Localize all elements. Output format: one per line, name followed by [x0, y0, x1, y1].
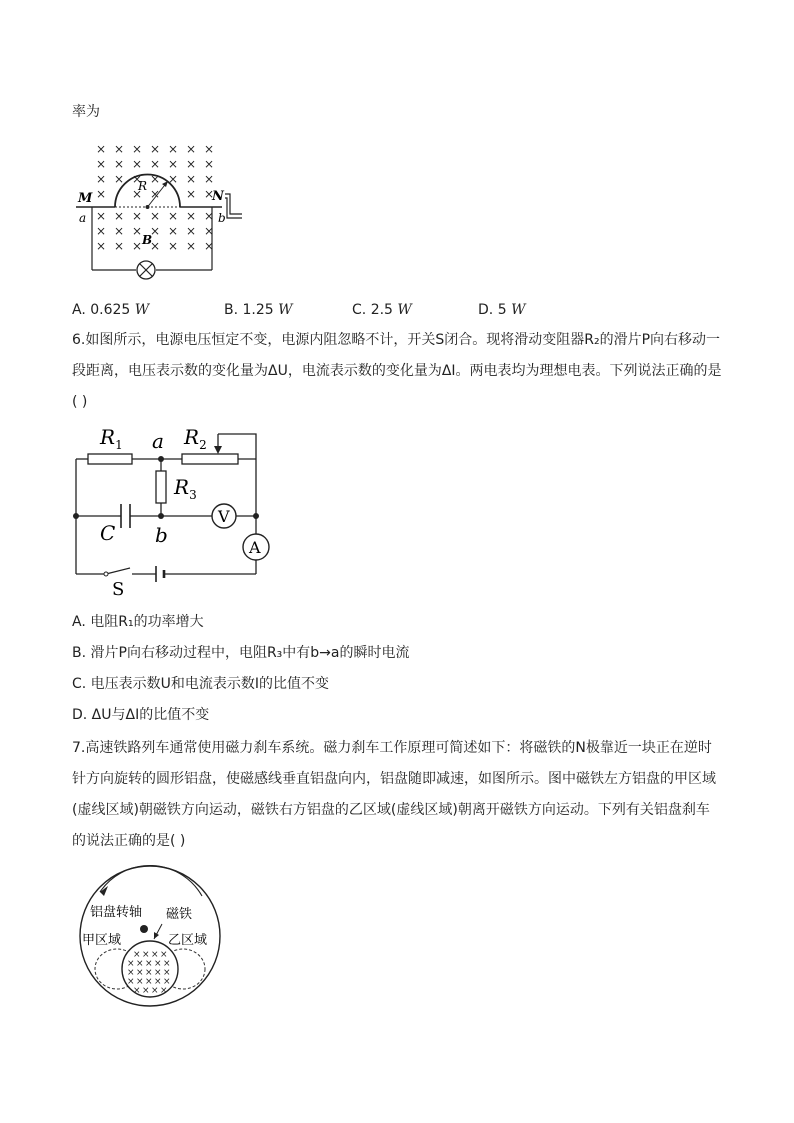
field-cross: ×: [186, 209, 197, 223]
q5-figure: [72, 134, 272, 284]
magnet-cross: ×: [145, 968, 153, 978]
magnet-cross: ×: [154, 968, 162, 978]
magnet-cross: ×: [154, 977, 162, 987]
q6-option-d[interactable]: D. ΔU与ΔI的比值不变: [72, 707, 210, 723]
label-b: b: [218, 211, 226, 225]
magnet-cross: ×: [151, 986, 159, 996]
node-a: [158, 456, 164, 462]
label-N: N: [212, 189, 224, 204]
field-cross: ×: [96, 142, 107, 156]
field-cross: ×: [114, 209, 125, 223]
magnet-cross: ×: [163, 977, 171, 987]
field-cross: ×: [168, 239, 179, 253]
field-cross: ×: [168, 224, 179, 238]
node-b: [158, 513, 164, 519]
field-cross: ×: [168, 172, 179, 186]
magnet-cross: ×: [142, 986, 150, 996]
field-cross: ×: [114, 157, 125, 171]
field-cross: ×: [186, 224, 197, 238]
field-cross: ×: [132, 172, 143, 186]
label-b: b: [155, 523, 168, 547]
field-cross: ×: [132, 239, 143, 253]
magnet-cross: ×: [154, 959, 162, 969]
field-cross: ×: [204, 209, 215, 223]
field-cross: ×: [150, 172, 161, 186]
field-cross: ×: [96, 187, 107, 201]
field-cross: ×: [186, 157, 197, 171]
q5-option-d[interactable]: D. 5 W: [478, 302, 526, 318]
label-R: R: [138, 179, 148, 193]
resistor-r1: [88, 454, 132, 464]
magnet-cross: ×: [142, 950, 150, 960]
field-cross: ×: [150, 209, 161, 223]
magnet-cross: ×: [163, 959, 171, 969]
resistor-r3: [156, 471, 166, 503]
field-cross: ×: [132, 142, 143, 156]
field-cross: ×: [186, 172, 197, 186]
field-cross: ×: [150, 224, 161, 238]
q5-option-c[interactable]: C. 2.5 W: [352, 302, 412, 318]
magnet-cross: ×: [160, 986, 168, 996]
field-cross: ×: [168, 157, 179, 171]
magnet-cross: ×: [145, 959, 153, 969]
field-cross: ×: [132, 187, 143, 201]
field-cross: ×: [168, 209, 179, 223]
svg-text:A: A: [249, 538, 261, 557]
magnet-cross: ×: [127, 977, 135, 987]
field-cross: ×: [96, 239, 107, 253]
magnet-cross: ×: [163, 968, 171, 978]
label-axis: 铝盘转轴: [90, 905, 143, 920]
magnet-cross: ×: [136, 968, 144, 978]
field-cross: ×: [96, 172, 107, 186]
magnet-cross: ×: [136, 977, 144, 987]
field-cross: ×: [114, 172, 125, 186]
field-cross: ×: [150, 157, 161, 171]
label-c: C: [100, 521, 116, 545]
svg-text:V: V: [218, 507, 230, 526]
field-cross: ×: [150, 142, 161, 156]
field-cross: ×: [132, 209, 143, 223]
magnet-cross: ×: [151, 950, 159, 960]
magnet-cross: ×: [133, 950, 141, 960]
field-cross: ×: [150, 239, 161, 253]
magnet-cross: ×: [160, 950, 168, 960]
q7-disk-figure: [70, 856, 230, 1016]
q6-option-b[interactable]: B. 滑片P向右移动过程中，电阻R₃中有b→a的瞬时电流: [72, 645, 410, 661]
field-cross: ×: [96, 157, 107, 171]
field-cross: ×: [96, 224, 107, 238]
field-cross: ×: [186, 239, 197, 253]
q6-stem: 6.如图所示，电源电压恒定不变，电源内阻忽略不计，开关S闭合。现将滑动变阻器R₂的滑片P向右移动一 段距离，电压表示数的变化量为ΔU，电流表示数的变化量为ΔI。两电表均为理想电表。下列说法正确的是 ( ): [72, 332, 722, 410]
label-zone-b: 乙区域: [168, 933, 208, 948]
q6-option-a[interactable]: A. 电阻R₁的功率增大: [72, 614, 204, 630]
field-cross: ×: [204, 224, 215, 238]
disk-axis-dot: [140, 925, 148, 933]
label-B: B: [142, 233, 153, 247]
label-magnet: 磁铁: [166, 907, 193, 922]
field-cross: ×: [186, 142, 197, 156]
switch-s: [106, 568, 130, 574]
q6-circuit-figure: [72, 420, 272, 600]
q5-option-b[interactable]: B. 1.25 W: [224, 302, 293, 318]
field-cross: ×: [168, 142, 179, 156]
label-r2: $R_2$: [184, 425, 207, 452]
label-M: M: [78, 191, 93, 206]
label-r1: $R_1$: [100, 425, 123, 452]
field-cross: ×: [204, 239, 215, 253]
field-cross: ×: [114, 239, 125, 253]
label-zone-a: 甲区域: [82, 933, 122, 948]
field-cross: ×: [96, 209, 107, 223]
q5-option-a[interactable]: A. 0.625 W: [72, 302, 150, 318]
magnet-cross: ×: [136, 959, 144, 969]
magnet-cross: ×: [133, 986, 141, 996]
magnet-cross: ×: [127, 968, 135, 978]
label-a: a: [79, 211, 87, 225]
q6-option-c[interactable]: C. 电压表示数U和电流表示数I的比值不变: [72, 676, 330, 692]
magnet-cross: ×: [145, 977, 153, 987]
magnet-crosses: [127, 950, 171, 996]
q7-stem: 7.高速铁路列车通常使用磁力刹车系统。磁力刹车工作原理可简述如下：将磁铁的N极靠近一块正在逆时 针方向旋转的圆形铝盘，使磁感线垂直铝盘向内，铝盘随即减速，如图所示。图中磁铁左方铝盘的甲区域 (虚线区域)朝磁铁方向运动，磁铁右方铝盘的乙区域(虚线区域)朝离开磁铁方向运动。下列有关铝盘刹车 的说法正确的是( ): [72, 740, 716, 849]
field-cross: ×: [132, 224, 143, 238]
field-cross: ×: [150, 187, 161, 201]
field-cross: ×: [186, 187, 197, 201]
label-s: S: [112, 579, 125, 600]
magnet-cross: ×: [127, 959, 135, 969]
field-cross: ×: [204, 172, 215, 186]
rheostat-r2: [182, 454, 238, 464]
label-r3: $R_3$: [174, 475, 197, 502]
q5-tail-text: 率为: [72, 104, 100, 120]
field-cross: ×: [204, 142, 215, 156]
field-cross: ×: [114, 142, 125, 156]
field-cross: ×: [204, 187, 215, 201]
field-cross: ×: [132, 157, 143, 171]
rotation-arrow: [100, 866, 202, 896]
field-cross: ×: [204, 157, 215, 171]
label-a: a: [152, 429, 164, 453]
field-cross: ×: [114, 224, 125, 238]
